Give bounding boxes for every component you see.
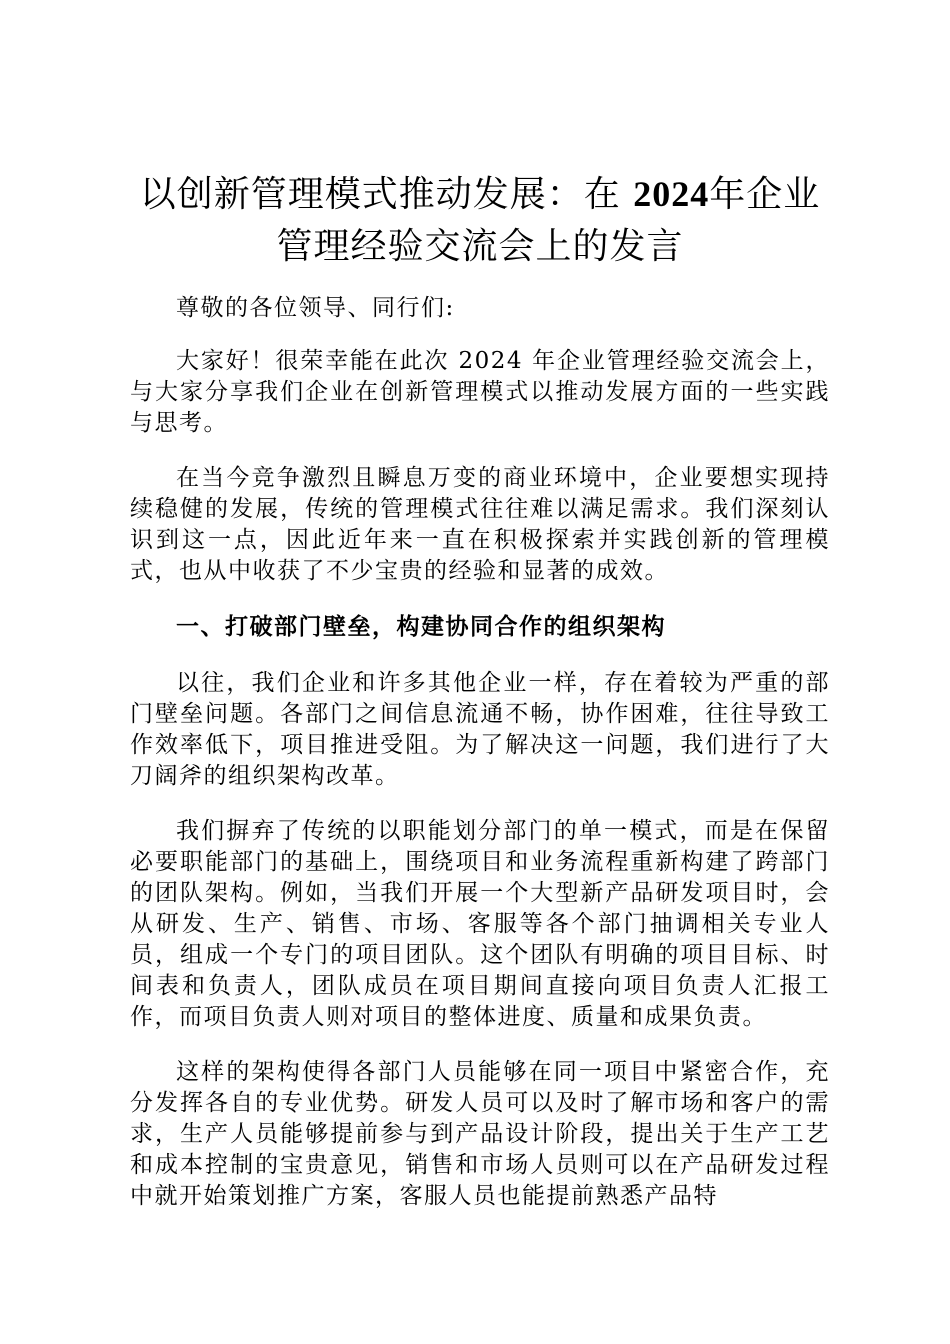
section1-paragraph: 以往，我们企业和许多其他企业一样，存在着较为严重的部门壁垒问题。各部门之间信息流通不畅，协作困难，往往导致工作效率低下，项目推进受阻。为了解决这一问题，我们进行了大刀阔斧的组织架构改革。	[130, 670, 830, 789]
document-title	[130, 168, 830, 273]
section-heading-1: 一、打破部门壁垒，构建协同合作的组织架构	[176, 613, 666, 640]
title-part1: 以创新管理模式推动发展：在	[139, 174, 621, 215]
document-page	[130, 168, 830, 1236]
section1-paragraph: 这样的架构使得各部门人员能够在同一项目中紧密合作，充分发挥各自的专业优势。研发人员可以及时了解市场和客户的需求，生产人员能够提前参与到产品设计阶段，提出关于生产工艺和成本控制的宝贵意见，销售和市场人员则可以在产品研发过程中就开始策划推广方案，客服人员也能提前熟悉产品特	[130, 1059, 830, 1209]
paragraph-context: 在当今竞争激烈且瞬息万变的商业环境中，企业要想实现持续稳健的发展，传统的管理模式往往难以满足需求。我们深刻认识到这一点，因此近年来一直在积极探索并实践创新的管理模式，也从中收获了不少宝贵的经验和显著的成效。	[130, 465, 830, 584]
section1-paragraph: 我们摒弃了传统的以职能划分部门的单一模式，而是在保留必要职能部门的基础上，围绕项目和业务流程重新构建了跨部门的团队架构。例如，当我们开展一个大型新产品研发项目时，会从研发、生产、销售、市场、客服等各个部门抽调相关专业人员，组成一个专门的项目团队。这个团队有明确的项目目标、时间表和负责人，团队成员在项目期间直接向项目负责人汇报工作，而项目负责人则对项目的整体进度、质量和成果负责。	[130, 818, 830, 1030]
paragraph-intro: 大家好！很荣幸能在此次 2024 年企业管理经验交流会上，与大家分享我们企业在创新管理模式以推动发展方面的一些实践与思考。	[130, 348, 830, 436]
title-year: 2024	[633, 174, 710, 214]
salutation: 尊敬的各位领导、同行们:	[176, 295, 455, 321]
title-part2: 年企业管理经验交流会上的发言	[276, 174, 821, 267]
